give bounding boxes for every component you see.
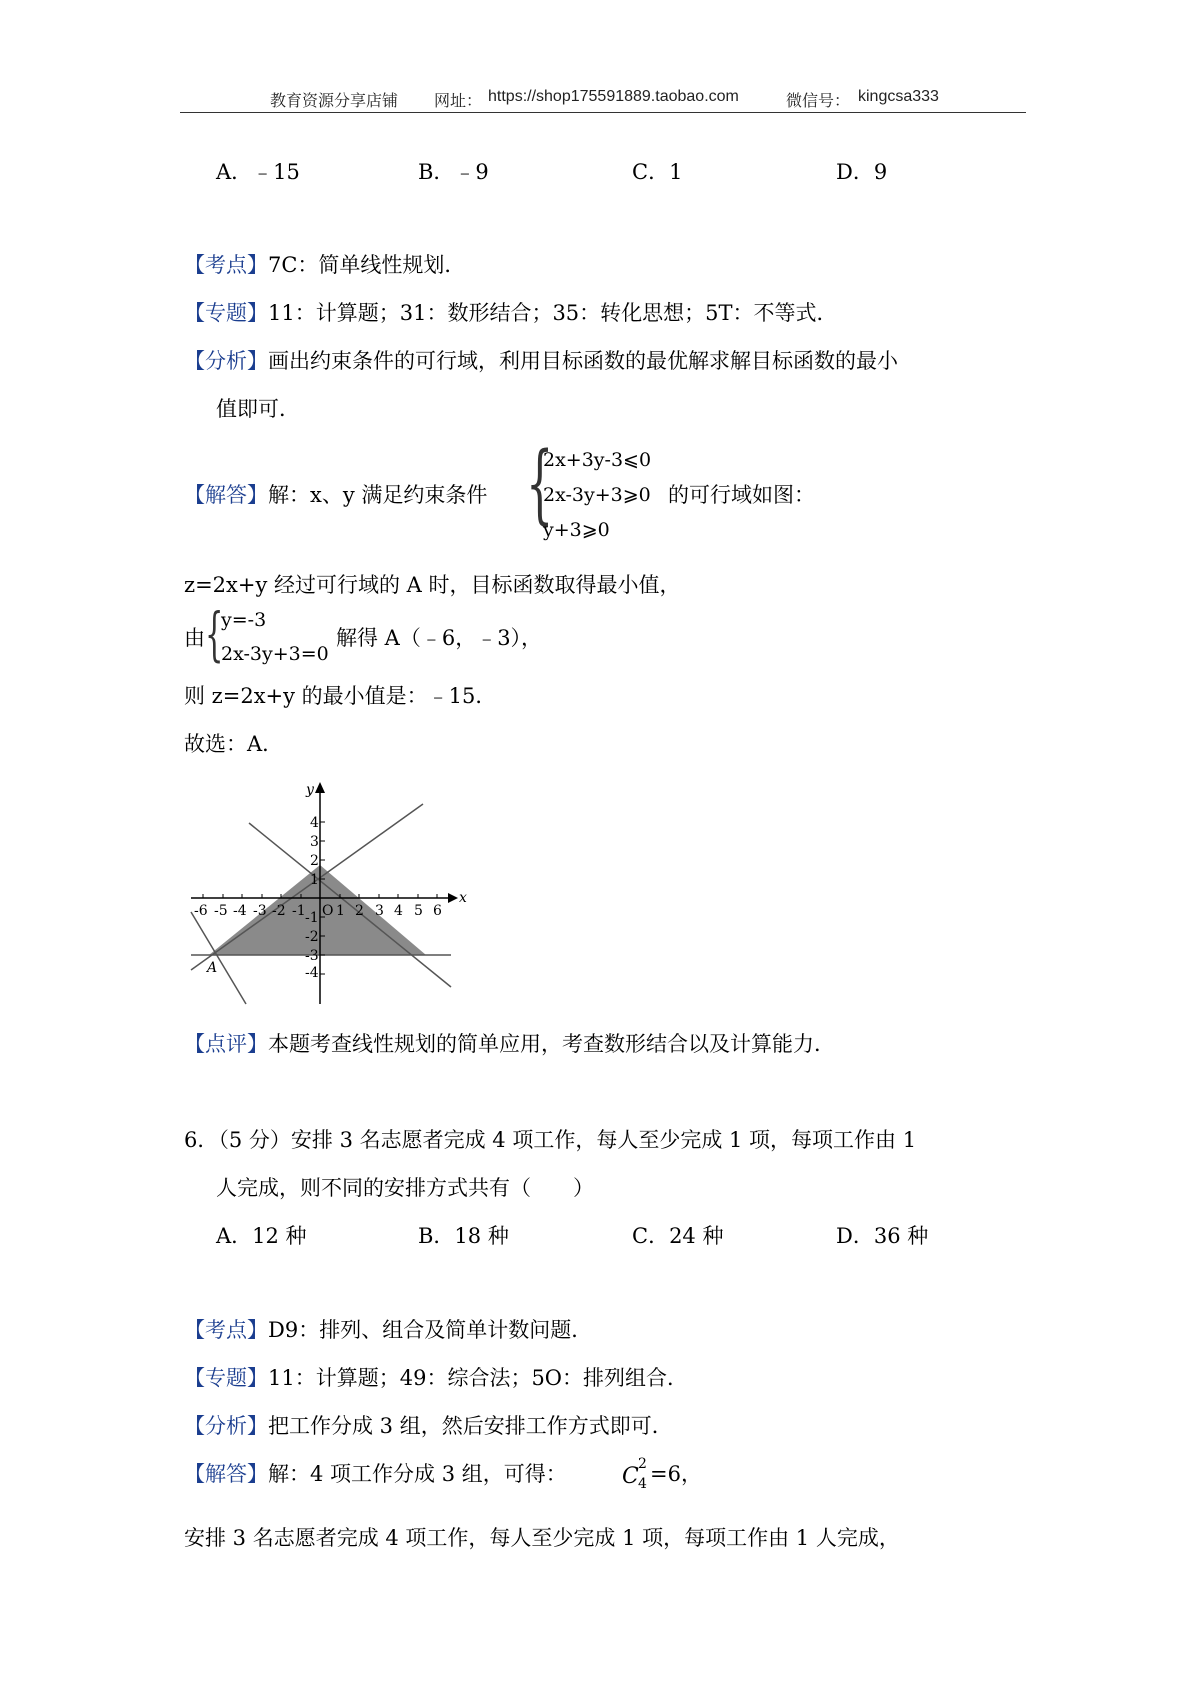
system2-line-1: y=-3 xyxy=(221,609,267,631)
q6-option-a: A．12 种 xyxy=(216,1224,307,1248)
system2-brace: { xyxy=(205,600,224,668)
system-brace: { xyxy=(526,434,554,534)
y-tick-label: -2 xyxy=(305,929,319,945)
q5-solve: 解得 A（﹣6，﹣3）， xyxy=(336,626,543,650)
header-wechat-label: 微信号： xyxy=(786,93,851,110)
q5-min-val: 则 z=2x+y 的最小值是：﹣15． xyxy=(184,684,497,708)
q5-you: 由 xyxy=(184,626,205,650)
q5-fenxi-cont: 值即可． xyxy=(216,397,300,421)
comb-c: C xyxy=(622,1464,639,1489)
jieda-tag: 【解答】 xyxy=(184,483,268,507)
q6-jieda-post: =6， xyxy=(650,1462,702,1486)
x-axis-label: x xyxy=(459,890,467,906)
boundary-line-steep xyxy=(191,912,246,1004)
x-tick-label: 4 xyxy=(394,903,403,919)
q5-option-b: B．﹣9 xyxy=(418,160,489,184)
header-rule xyxy=(180,112,1026,113)
header-site-url[interactable]: https://shop175591889.taobao.com xyxy=(488,88,739,105)
y-tick-label: 3 xyxy=(310,834,319,850)
x-tick-label: 3 xyxy=(375,903,384,919)
system-line-3: y+3⩾0 xyxy=(543,519,610,541)
point-a-label: A xyxy=(207,960,218,976)
x-tick-label: -6 xyxy=(194,903,208,919)
q6-fenxi: 【分析】把工作分成 3 组，然后安排工作方式即可． xyxy=(184,1414,673,1438)
kaodian-tag: 【考点】 xyxy=(184,1318,268,1342)
y-tick-label: 1 xyxy=(310,872,319,888)
q5-zhuanti: 【专题】11：计算题；31：数形结合；35：转化思想；5T：不等式． xyxy=(184,301,838,325)
y-tick-label: -1 xyxy=(305,910,319,926)
q6-zhuanti: 【专题】11：计算题；49：综合法；5O：排列组合． xyxy=(184,1366,689,1390)
x-tick-label: -5 xyxy=(214,903,228,919)
q6-stem-2: 人完成，则不同的安排方式共有（ ） xyxy=(216,1176,594,1200)
q5-choose: 故选：A． xyxy=(184,732,284,756)
q5-kaodian: 【考点】7C：简单线性规划． xyxy=(184,253,466,277)
q5-option-c: C．1 xyxy=(632,160,683,184)
y-tick-label: 4 xyxy=(310,815,319,831)
q6-stem-1: 6．（5 分）安排 3 名志愿者完成 4 项工作，每人至少完成 1 项，每项工作由 1 xyxy=(184,1128,917,1152)
system2-line-2: 2x-3y+3=0 xyxy=(221,643,329,665)
x-tick-label: 1 xyxy=(336,903,345,919)
q5-fenxi: 【分析】画出约束条件的可行域，利用目标函数的最优解求解目标函数的最小 xyxy=(184,349,898,373)
q5-option-a: A．﹣15 xyxy=(216,160,300,184)
q5-dianping: 【点评】本题考查线性规划的简单应用，考查数形结合以及计算能力． xyxy=(184,1032,835,1056)
fenxi-tag: 【分析】 xyxy=(184,349,268,373)
q5-jieda-post: 的可行域如图： xyxy=(668,483,815,507)
q5-line-z: z=2x+y 经过可行域的 A 时，目标函数取得最小值， xyxy=(184,573,681,597)
q5-option-d: D．9 xyxy=(836,160,888,184)
y-axis-label: y xyxy=(306,782,314,798)
q6-option-b: B．18 种 xyxy=(418,1224,509,1248)
q6-last-line: 安排 3 名志愿者完成 4 项工作，每人至少完成 1 项，每项工作由 1 人完成， xyxy=(184,1526,900,1550)
jieda-tag: 【解答】 xyxy=(184,1462,268,1486)
x-tick-label: -2 xyxy=(272,903,286,919)
zhuanti-tag: 【专题】 xyxy=(184,1366,268,1390)
q6-option-d: D．36 种 xyxy=(836,1224,929,1248)
feasible-region-graph xyxy=(186,772,470,1008)
y-tick-label: -3 xyxy=(305,948,319,964)
q6-option-c: C．24 种 xyxy=(632,1224,724,1248)
origin-label: O xyxy=(322,903,334,919)
y-tick-label: -4 xyxy=(305,965,319,981)
q6-kaodian: 【考点】D9：排列、组合及简单计数问题． xyxy=(184,1318,593,1342)
x-tick-label: 6 xyxy=(433,903,442,919)
y-axis-arrow xyxy=(315,782,325,793)
zhuanti-tag: 【专题】 xyxy=(184,301,268,325)
fenxi-tag: 【分析】 xyxy=(184,1414,268,1438)
y-tick-label: 2 xyxy=(310,853,319,869)
x-axis-arrow xyxy=(448,893,458,903)
q5-jieda: 【解答】解：x、y 满足约束条件 xyxy=(184,483,488,507)
comb-bottom: 4 xyxy=(638,1476,647,1492)
x-tick-label: 2 xyxy=(355,903,364,919)
header-wechat-id: kingcsa333 xyxy=(858,88,939,105)
system-line-1: 2x+3y-3⩽0 xyxy=(543,449,652,471)
x-tick-label: -1 xyxy=(292,903,306,919)
q6-jieda: 【解答】解：4 项工作分成 3 组，可得： xyxy=(184,1462,567,1486)
x-tick-label: -3 xyxy=(253,903,267,919)
system-line-2: 2x-3y+3⩾0 xyxy=(543,484,651,506)
header-site-label: 网址： xyxy=(434,93,483,110)
comb-top: 2 xyxy=(638,1456,647,1472)
kaodian-tag: 【考点】 xyxy=(184,253,268,277)
x-tick-label: 5 xyxy=(414,903,423,919)
dianping-tag: 【点评】 xyxy=(184,1032,268,1056)
header-shop: 教育资源分享店铺 xyxy=(270,93,399,110)
x-tick-label: -4 xyxy=(233,903,247,919)
